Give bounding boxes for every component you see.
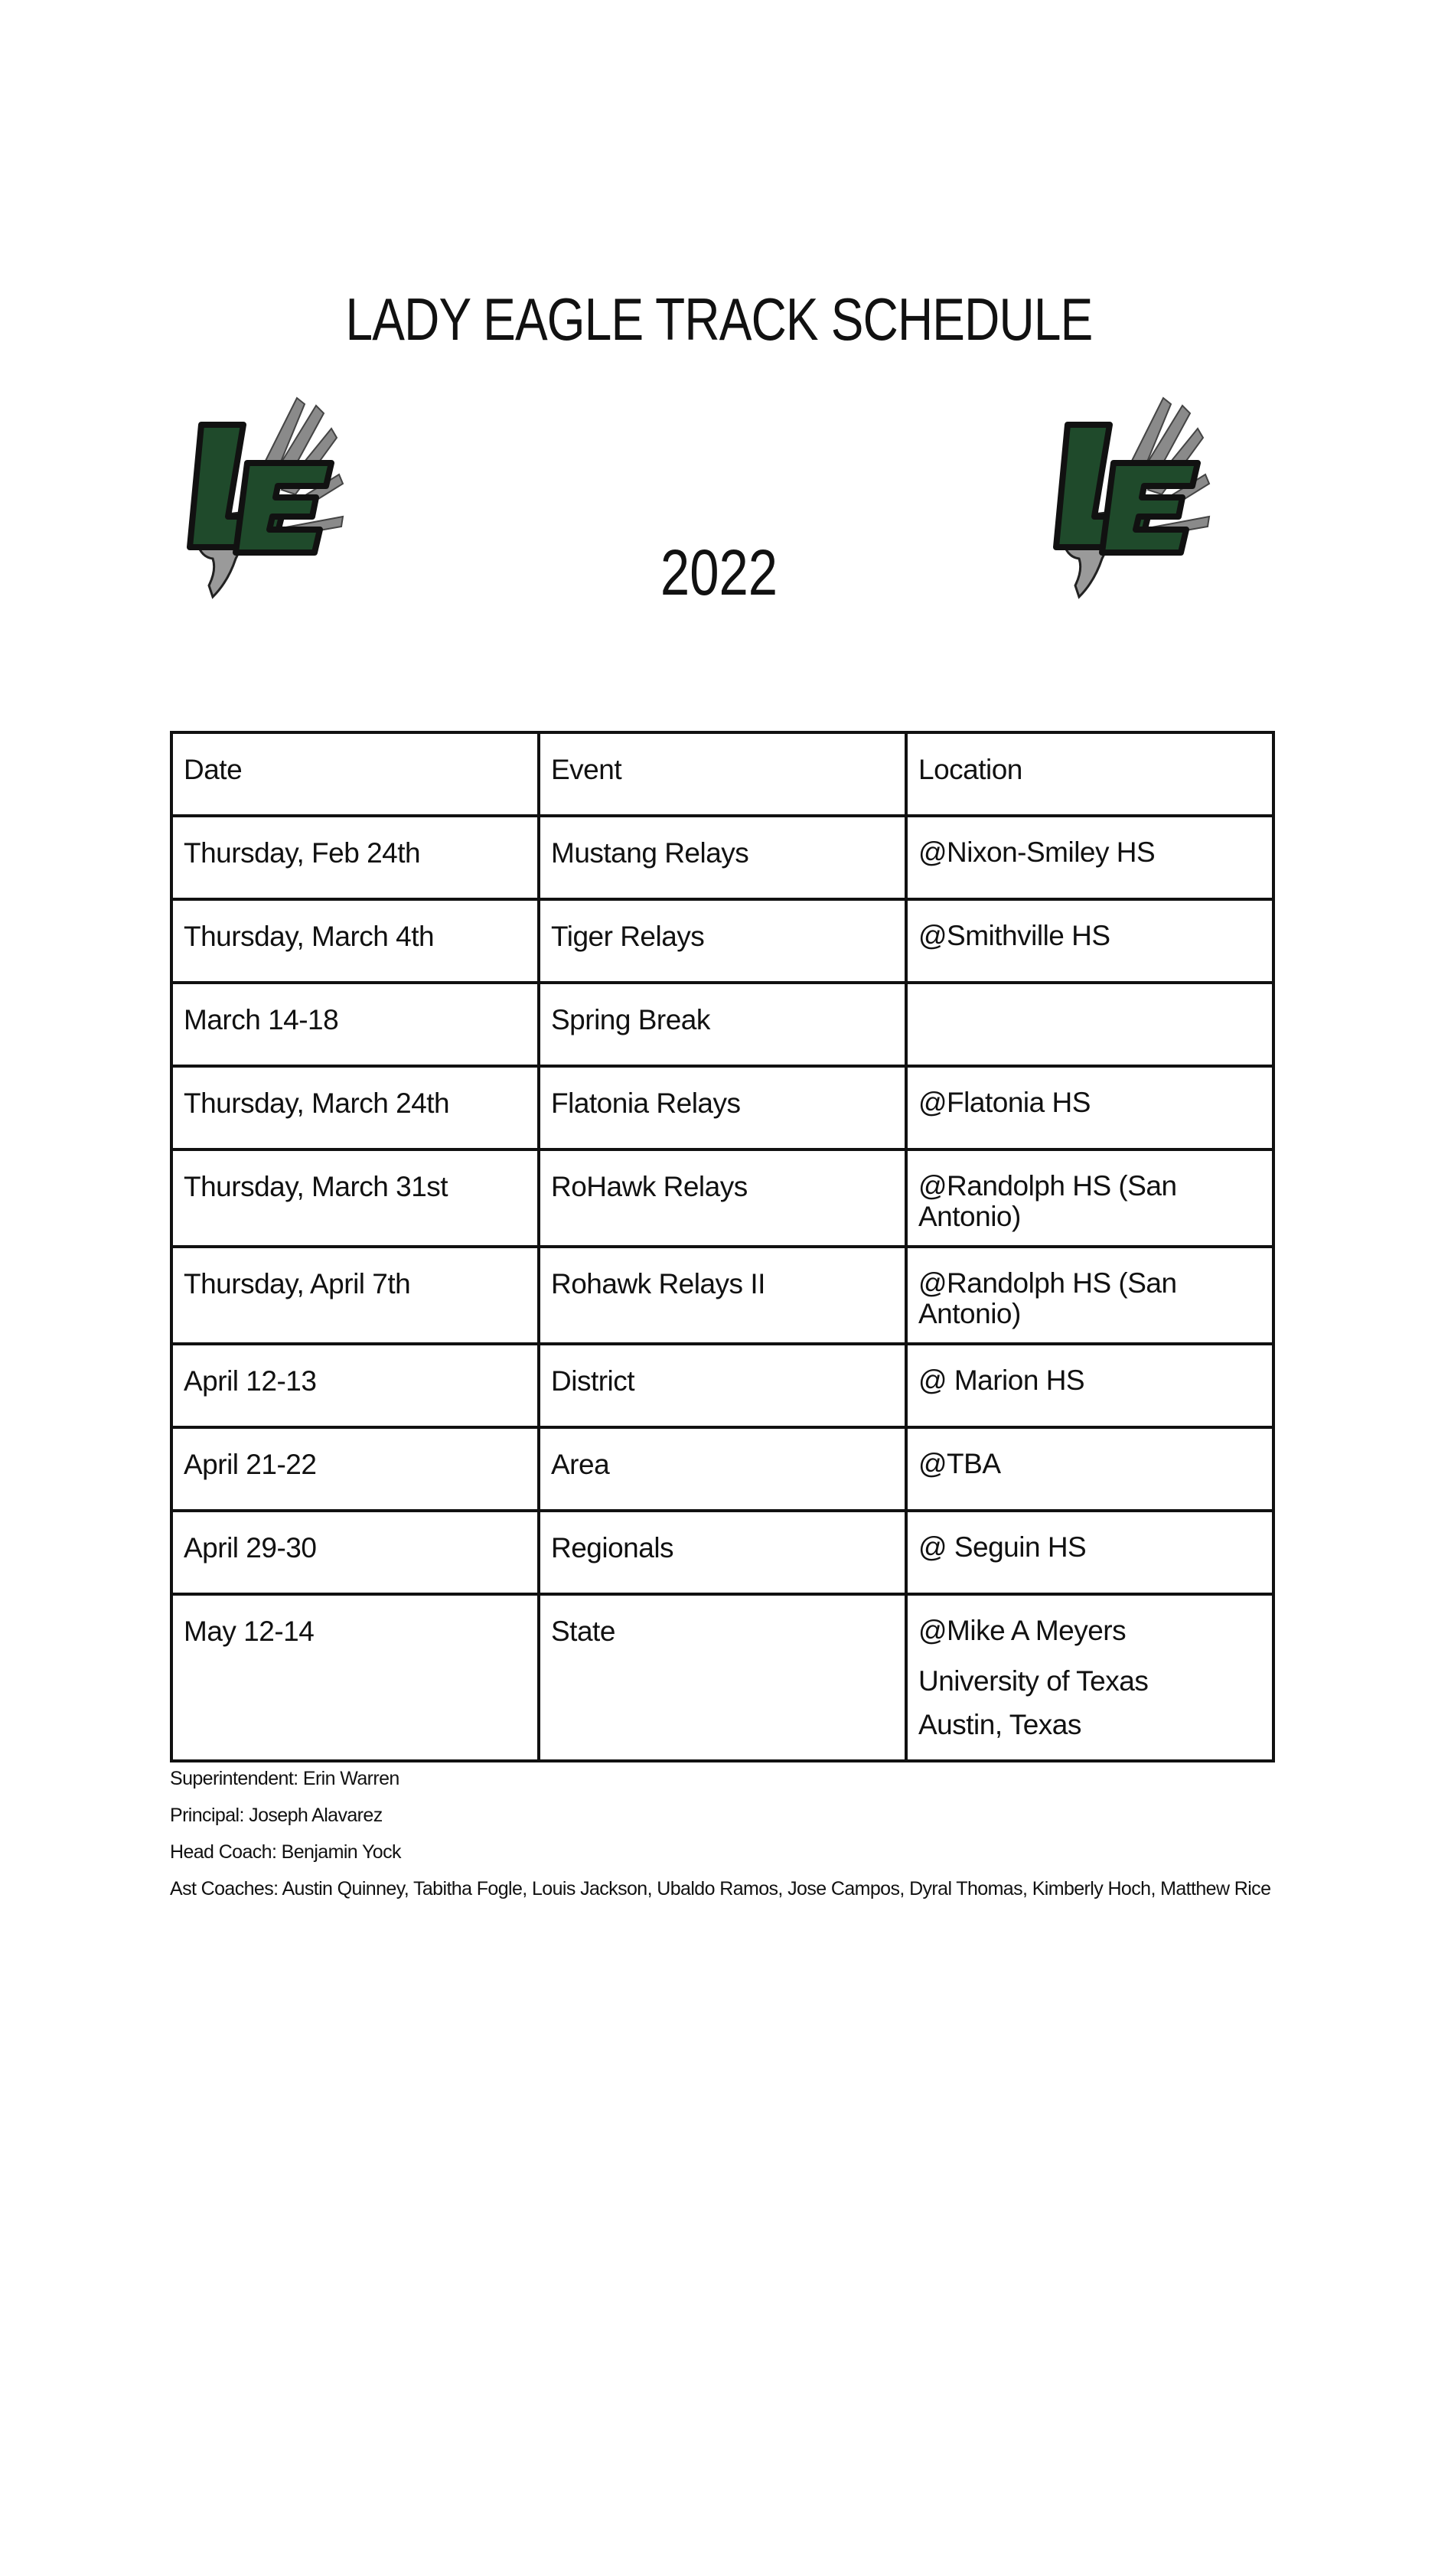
principal-line: Principal: Joseph Alavarez [170,1805,383,1826]
location-line: @Mike A Meyers [918,1615,1127,1646]
date-cell: Thursday, March 24th [171,1066,539,1149]
table-row [171,1511,1273,1594]
table-header-row [171,732,1273,816]
location-line: @TBA [918,1448,1001,1479]
page-title: LADY EAGLE TRACK SCHEDULE [345,285,1093,353]
event-cell: Tiger Relays [539,899,906,983]
event-cell: Mustang Relays [539,816,906,899]
location-line: @Smithville HS [918,920,1110,951]
event-cell: Spring Break [539,983,906,1066]
event-cell: Flatonia Relays [539,1066,906,1149]
date-cell: Thursday, March 4th [171,899,539,983]
event-cell: District [539,1344,906,1427]
staff-list [170,1760,1270,1907]
location-cell [906,1149,1273,1247]
event-cell: Area [539,1427,906,1511]
date-cell: March 14-18 [171,983,539,1066]
date-cell: April 29-30 [171,1511,539,1594]
date-cell: April 12-13 [171,1344,539,1427]
location-cell [906,1066,1273,1149]
table-row [171,1066,1273,1149]
table-row [171,1344,1273,1427]
event-cell: State [539,1594,906,1761]
date-cell: Thursday, Feb 24th [171,816,539,899]
table-row [171,816,1273,899]
location-cell [906,983,1273,1066]
assistant-coaches-line: Ast Coaches: Austin Quinney, Tabitha Fogle, Louis Jackson, Ubaldo Ramos, Jose Campos, Dyral Thomas, Kimberly Hoch, Matthew Rice [170,1878,1271,1899]
event-cell: Regionals [539,1511,906,1594]
location-cell [906,1594,1273,1761]
table-row [171,899,1273,983]
date-cell: May 12-14 [171,1594,539,1761]
table-row [171,1427,1273,1511]
date-cell: Thursday, March 31st [171,1149,539,1247]
date-cell: April 21-22 [171,1427,539,1511]
location-line: Austin, Texas [918,1709,1081,1740]
column-header-location: Location [906,732,1273,816]
schedule-year: 2022 [660,536,778,608]
location-line: @Nixon-Smiley HS [918,836,1156,868]
location-line: @Randolph HS (San Antonio) [918,1267,1177,1329]
location-line: @ Marion HS [918,1365,1085,1396]
location-cell [906,1247,1273,1344]
date-cell: Thursday, April 7th [171,1247,539,1344]
location-line: @Randolph HS (San Antonio) [918,1170,1177,1232]
head-coach-line: Head Coach: Benjamin Yock [170,1841,401,1863]
event-cell: RoHawk Relays [539,1149,906,1247]
location-line: University of Texas [918,1665,1149,1697]
location-cell [906,1344,1273,1427]
location-line: @ Seguin HS [918,1531,1087,1563]
location-line: @Flatonia HS [918,1087,1091,1118]
table-row [171,1594,1273,1761]
event-cell: Rohawk Relays II [539,1247,906,1344]
column-header-date: Date [171,732,539,816]
location-cell [906,816,1273,899]
column-header-event: Event [539,732,906,816]
table-row [171,1247,1273,1344]
schedule-table [170,731,1275,1762]
superintendent-line: Superintendent: Erin Warren [170,1768,399,1789]
table-row [171,1149,1273,1247]
location-cell [906,1427,1273,1511]
table-row [171,983,1273,1066]
location-cell [906,899,1273,983]
location-cell [906,1511,1273,1594]
